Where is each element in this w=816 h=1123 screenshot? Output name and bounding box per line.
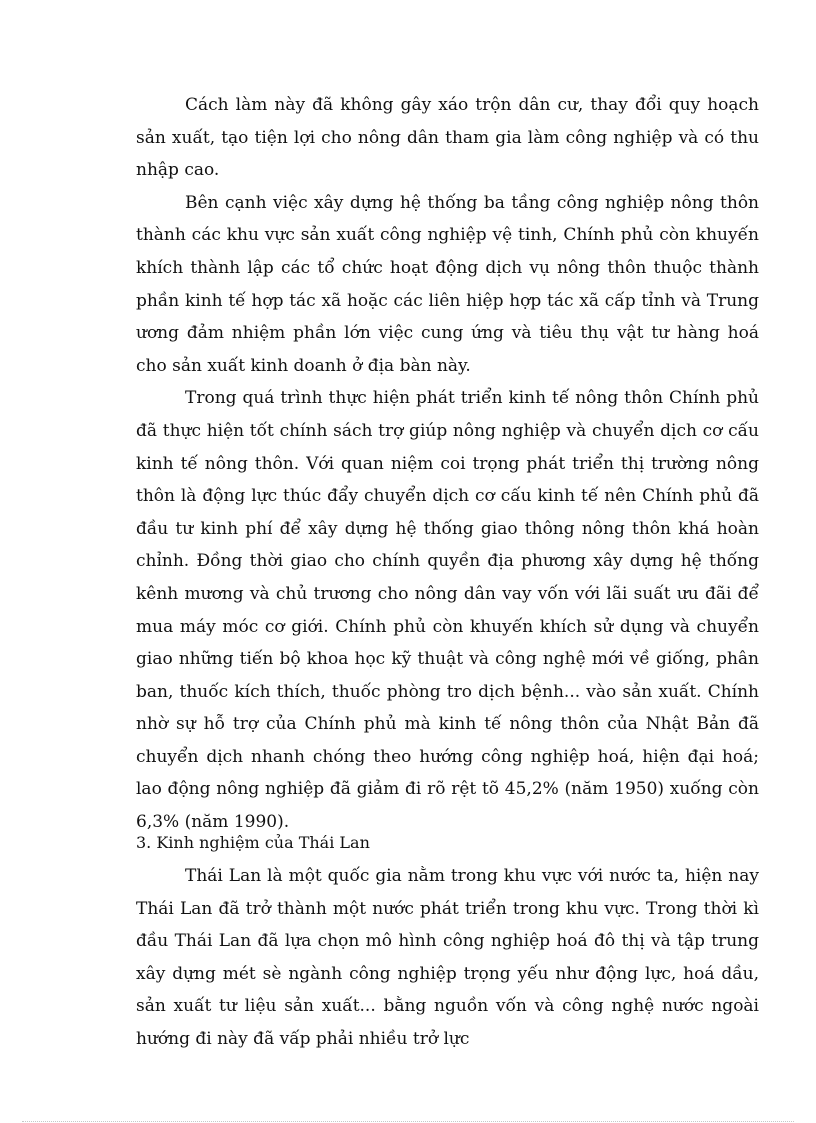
section-paragraph: Thái Lan là một quốc gia nằm trong khu vực với nước ta, hiện nay Thái Lan đã trở thành một nước phát triển trong khu vực. Trong thời kì đầu Thái Lan đã lựa chọn mô hình công nghiệp hoá đô thị và tập trung xây dựng mét sè ngành công nghiệp trọng yếu như động lực, hoá dầu, sản xuất tư liệu sản xuất... bằng nguồn vốn và công nghệ nước ngoài hướng đi này đã vấp phải nhiều trở lực <box>136 866 759 1049</box>
page-bottom-divider <box>22 1121 794 1122</box>
paragraph-1: Cách làm này đã không gây xáo trộn dân cư, thay đổi quy hoạch sản xuất, tạo tiện lợi cho nông dân tham gia làm công nghiệp và có thu nhập cao. <box>136 95 759 181</box>
section-thailand <box>136 829 759 1056</box>
paragraph-3: Trong quá trình thực hiện phát triển kinh tế nông thôn Chính phủ đã thực hiện tốt chính sách trợ giúp nông nghiệp và chuyển dịch cơ cấu kinh tế nông thôn. Với quan niệm coi trọng phát triển thị trường nông thôn là động lực thúc đẩy chuyển dịch cơ cấu kinh tế nên Chính phủ đã đầu tư kinh phí để xây dựng hệ thống giao thông nông thôn khá hoàn chỉnh. Đồng thời giao cho chính quyền địa phương xây dựng hệ thống kênh mương và chủ trương cho nông dân vay vốn với lãi suất ưu đãi để mua máy móc cơ giới. Chính phủ còn khuyến khích sử dụng và chuyển giao những tiến bộ khoa học kỹ thuật và công nghệ mới về giống, phân ban, thuốc kích thích, thuốc phòng tro dịch bệnh... vào sản xuất. Chính nhờ sự hỗ trợ của Chính phủ mà kinh tế nông thôn của Nhật Bản đã chuyển dịch nhanh chóng theo hướng công nghiệp hoá, hiện đại hoá; lao động nông nghiệp đã giảm đi rõ rệt tõ 45,2% (năm 1950) xuống còn 6,3% (năm 1990). <box>136 388 759 833</box>
paragraph-2: Bên cạnh việc xây dựng hệ thống ba tầng công nghiệp nông thôn thành các khu vực sản xuất công nghiệp vệ tinh, Chính phủ còn khuyến khích thành lập các tổ chức hoạt động dịch vụ nông thôn thuộc thành phần kinh tế hợp tác xã hoặc các liên hiệp hợp tác xã cấp tỉnh và Trung ương đảm nhiệm phần lớn việc cung ứng và tiêu thụ vật tư hàng hoá cho sản xuất kinh doanh ở địa bàn này. <box>136 192 759 376</box>
body-text-top <box>136 89 759 839</box>
section-heading: 3. Kinh nghiệm của Thái Lan <box>136 833 370 852</box>
